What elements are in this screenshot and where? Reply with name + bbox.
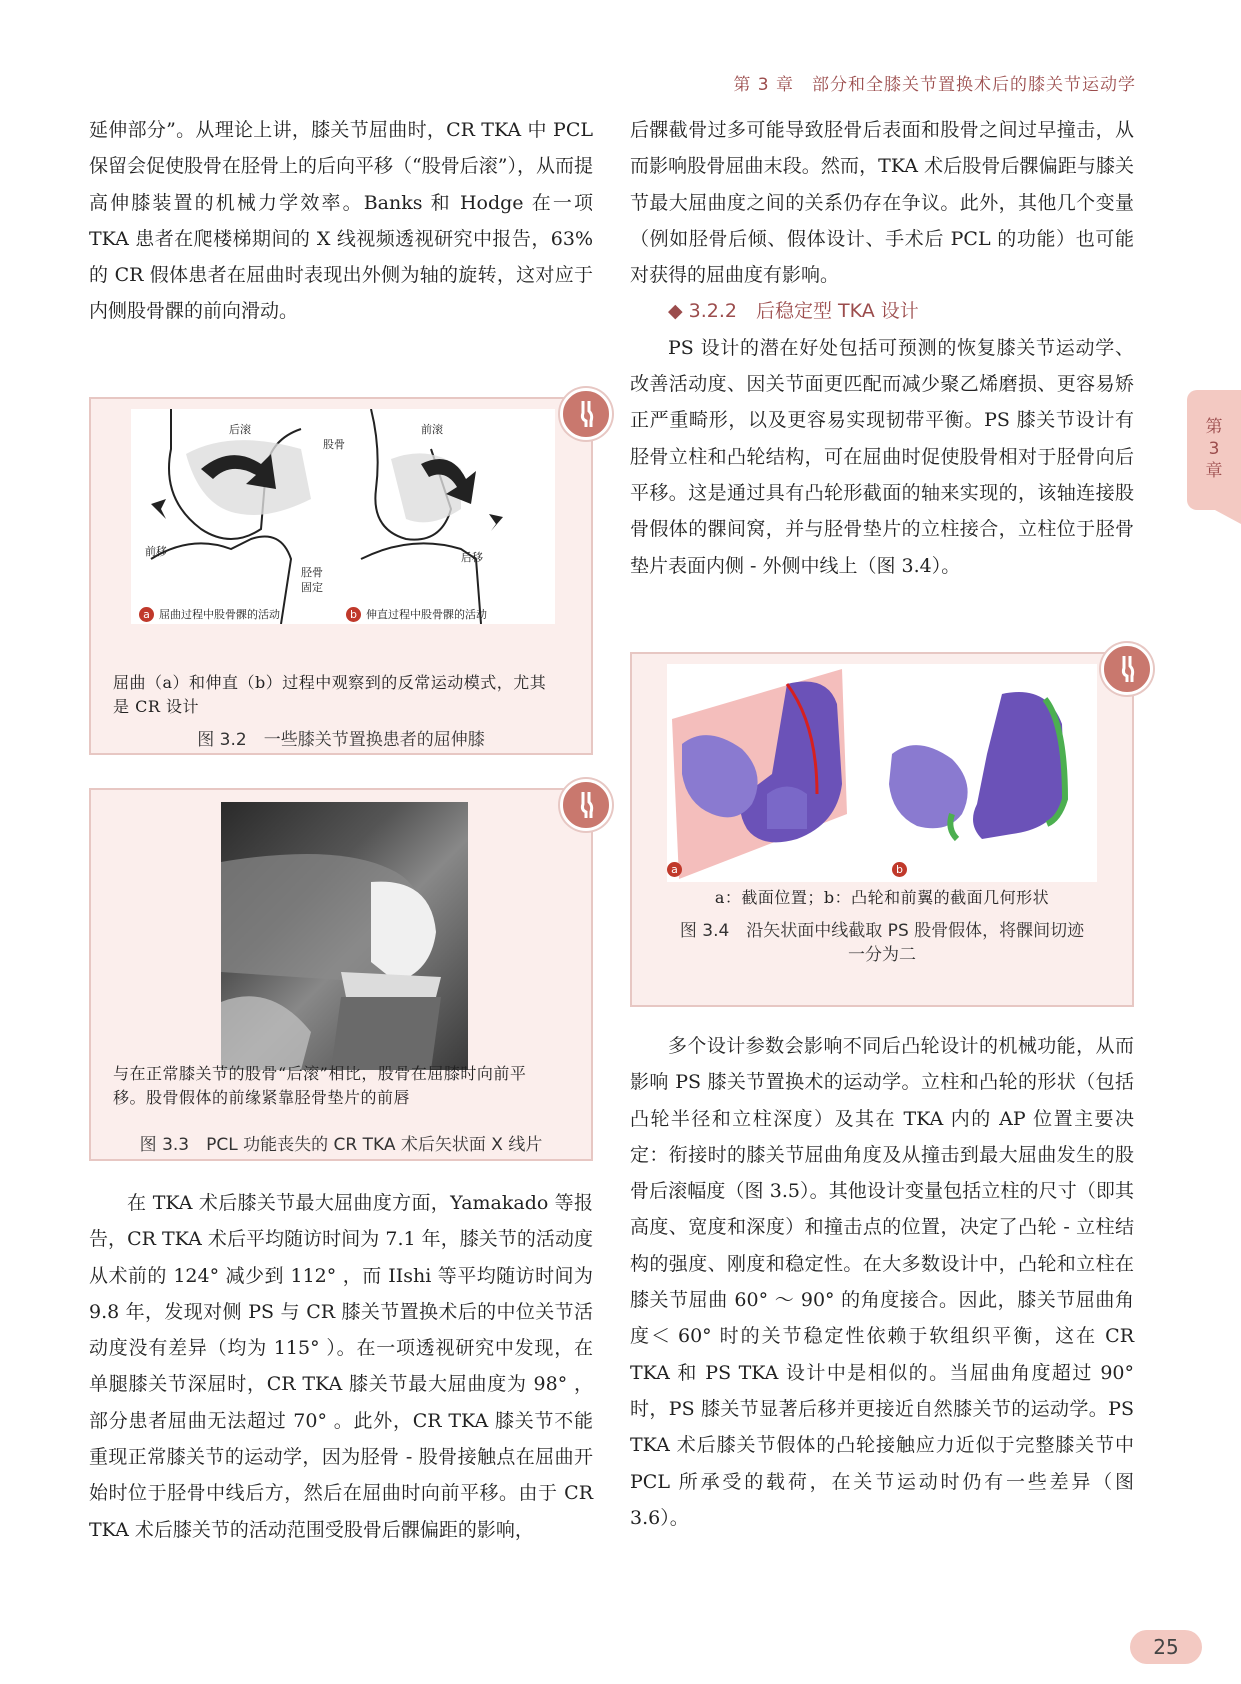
running-header: 第 3 章 部分和全膝关节置换术后的膝关节运动学 (733, 75, 1136, 95)
figure-3-2 (89, 397, 593, 755)
figure-caption: 图 3.3 PCL 功能丧失的 CR TKA 术后矢状面 X 线片 (139, 1135, 543, 1155)
knee-icon (560, 388, 612, 440)
figure-caption-line1: 图 3.4 沿矢状面中线截取 PS 股骨假体，将髁间切迹 (679, 921, 1085, 941)
label-posterior-shift: 后移 (461, 551, 483, 564)
side-tab-char: 章 (1205, 461, 1223, 481)
chapter-side-tab (1187, 390, 1241, 510)
paragraph: 后髁截骨过多可能导致胫骨后表面和股骨之间过早撞击，从而影响股骨屈曲末段。然而，TKA 术后股骨后髁偏距与膝关节最大屈曲度之间的关系仍存在争议。此外，其他几个变量（例如胫骨后倾、假体设计、手术后 PCL 的功能）也可能对获得的屈曲度有影响。 (630, 119, 1134, 287)
panel-a-label (667, 862, 687, 877)
panel-a-marker: a (139, 607, 154, 622)
figure-caption: 图 3.2 一些膝关节置换患者的屈伸膝 (197, 730, 485, 750)
label-tibia: 胫骨 (301, 566, 323, 579)
left-column-bottom (89, 1185, 593, 1548)
section-heading-text: 3.2.2 后稳定型 TKA 设计 (688, 300, 919, 323)
section-heading (630, 293, 1134, 329)
left-column-top (89, 112, 593, 330)
knee-icon (560, 779, 612, 831)
figure-3-3 (89, 788, 593, 1161)
knee-icon (1101, 643, 1153, 695)
figure-caption-line2: 一分为二 (848, 945, 916, 965)
paragraph: 多个设计参数会影响不同后凸轮设计的机械功能，从而影响 PS 膝关节置换术的运动学。立柱和凸轮的形状（包括凸轮半径和立柱深度）及其在 TKA 内的 AP 位置主要决定：衔接时的膝关节屈曲角度及从撞击到最大屈曲发生的股骨后滚幅度（图 3.5）。其他设计变量包括立柱的尺寸（即其高度、宽度和深度）和撞击点的位置，决定了凸轮 - 立柱结构的强度、刚度和稳定性。在大多数设计中，凸轮和立柱在膝关节屈曲 60° ～ 90° 的角度接合。因此，膝关节屈曲角度＜ 60° 时的关节稳定性依赖于软组织平衡，这在 CR TKA 和 PS TKA 设计中是相似的。当屈曲角度超过 90° 时，PS 膝关节显著后移并更接近自然膝关节的运动学。PS TKA 术后膝关节假体的凸轮接触应力近似于完整膝关节中 PCL 所承受的载荷，在关节运动时仍有一些差异（图 3.6）。 (630, 1035, 1134, 1529)
side-tab-number: 3 (1208, 439, 1220, 459)
knee-diagram (131, 409, 555, 624)
label-anterior-shift: 前移 (145, 545, 167, 558)
paragraph: 在 TKA 术后膝关节最大屈曲度方面，Yamakado 等报告，CR TKA 术后平均随访时间为 7.1 年，膝关节的活动度从术前的 124° 减少到 112° ，而 IIshi 等平均随访时间为 9.8 年，发现对侧 PS 与 CR 膝关节置换术后的中位关节活动度没有差异（均为 115° ）。在一项透视研究中发现，在单腿膝关节深屈时，CR TKA 膝关节最大屈曲度为 98° ，部分患者屈曲无法超过 70° 。此外，CR TKA 膝关节不能重现正常膝关节的运动学，因为胫骨 - 股骨接触点在屈曲开始时位于胫骨中线后方，然后在屈曲时向前平移。由于 CR TKA 术后膝关节的活动范围受股骨后髁偏距的影响， (89, 1192, 593, 1541)
panel-a-marker: a (667, 862, 682, 877)
side-tab-tail (1215, 510, 1241, 524)
label-roll-back: 后滚 (229, 423, 251, 436)
panel-b-text: 伸直过程中股骨髁的活动 (366, 608, 487, 621)
panel-b-label (346, 606, 487, 622)
panel-b-marker: b (892, 862, 907, 877)
panel-b-marker: b (346, 607, 361, 622)
xray-image (221, 802, 468, 1070)
panel-a-label (139, 606, 280, 622)
label-femur: 股骨 (323, 438, 345, 451)
page-number: 25 (1130, 1630, 1202, 1664)
label-fixed: 固定 (301, 581, 323, 594)
label-roll-forward: 前滚 (421, 423, 443, 436)
figure-note: 与在正常膝关节的股骨“后滚”相比，股骨在屈膝时向前平移。股骨假体的前缘紧靠胫骨垫片的前唇 (113, 1064, 527, 1107)
side-tab-char: 第 (1205, 417, 1223, 437)
figure-note: 屈曲（a）和伸直（b）过程中观察到的反常运动模式，尤其是 CR 设计 (113, 673, 547, 716)
paragraph: PS 设计的潜在好处包括可预测的恢复膝关节运动学、改善活动度、因关节面更匹配而减少聚乙烯磨损、更容易矫正严重畸形，以及更容易实现韧带平衡。PS 膝关节设计有胫骨立柱和凸轮结构，可在屈曲时促使股骨相对于胫骨向后平移。这是通过具有凸轮形截面的轴来实现的，该轴连接股骨假体的髁间窝，并与胫骨垫片的立柱接合，立柱位于胫骨垫片表面内侧 - 外侧中线上（图 3.4）。 (630, 336, 1134, 577)
figure-3-4 (630, 652, 1134, 1007)
right-column-top (630, 112, 1134, 584)
implant-section-image (667, 664, 1097, 882)
implant-3d-render (667, 664, 1097, 882)
figure-note: a：截面位置；b：凸轮和前翼的截面几何形状 (714, 888, 1050, 907)
diamond-icon: ◆ (668, 300, 683, 323)
panel-b-label (892, 862, 912, 877)
paragraph: 延伸部分”。从理论上讲，膝关节屈曲时，CR TKA 中 PCL 保留会促使股骨在胫骨上的后向平移（“股骨后滚”），从而提高伸膝装置的机械力学效率。Banks 和 Hodge 在一项 TKA 患者在爬楼梯期间的 X 线视频透视研究中报告，63% 的 CR 假体患者在屈曲时表现出外侧为轴的旋转，这对应于内侧股骨髁的前向滑动。 (89, 119, 593, 323)
panel-a-text: 屈曲过程中股骨髁的活动 (159, 608, 280, 621)
right-column-bottom (630, 1028, 1134, 1536)
